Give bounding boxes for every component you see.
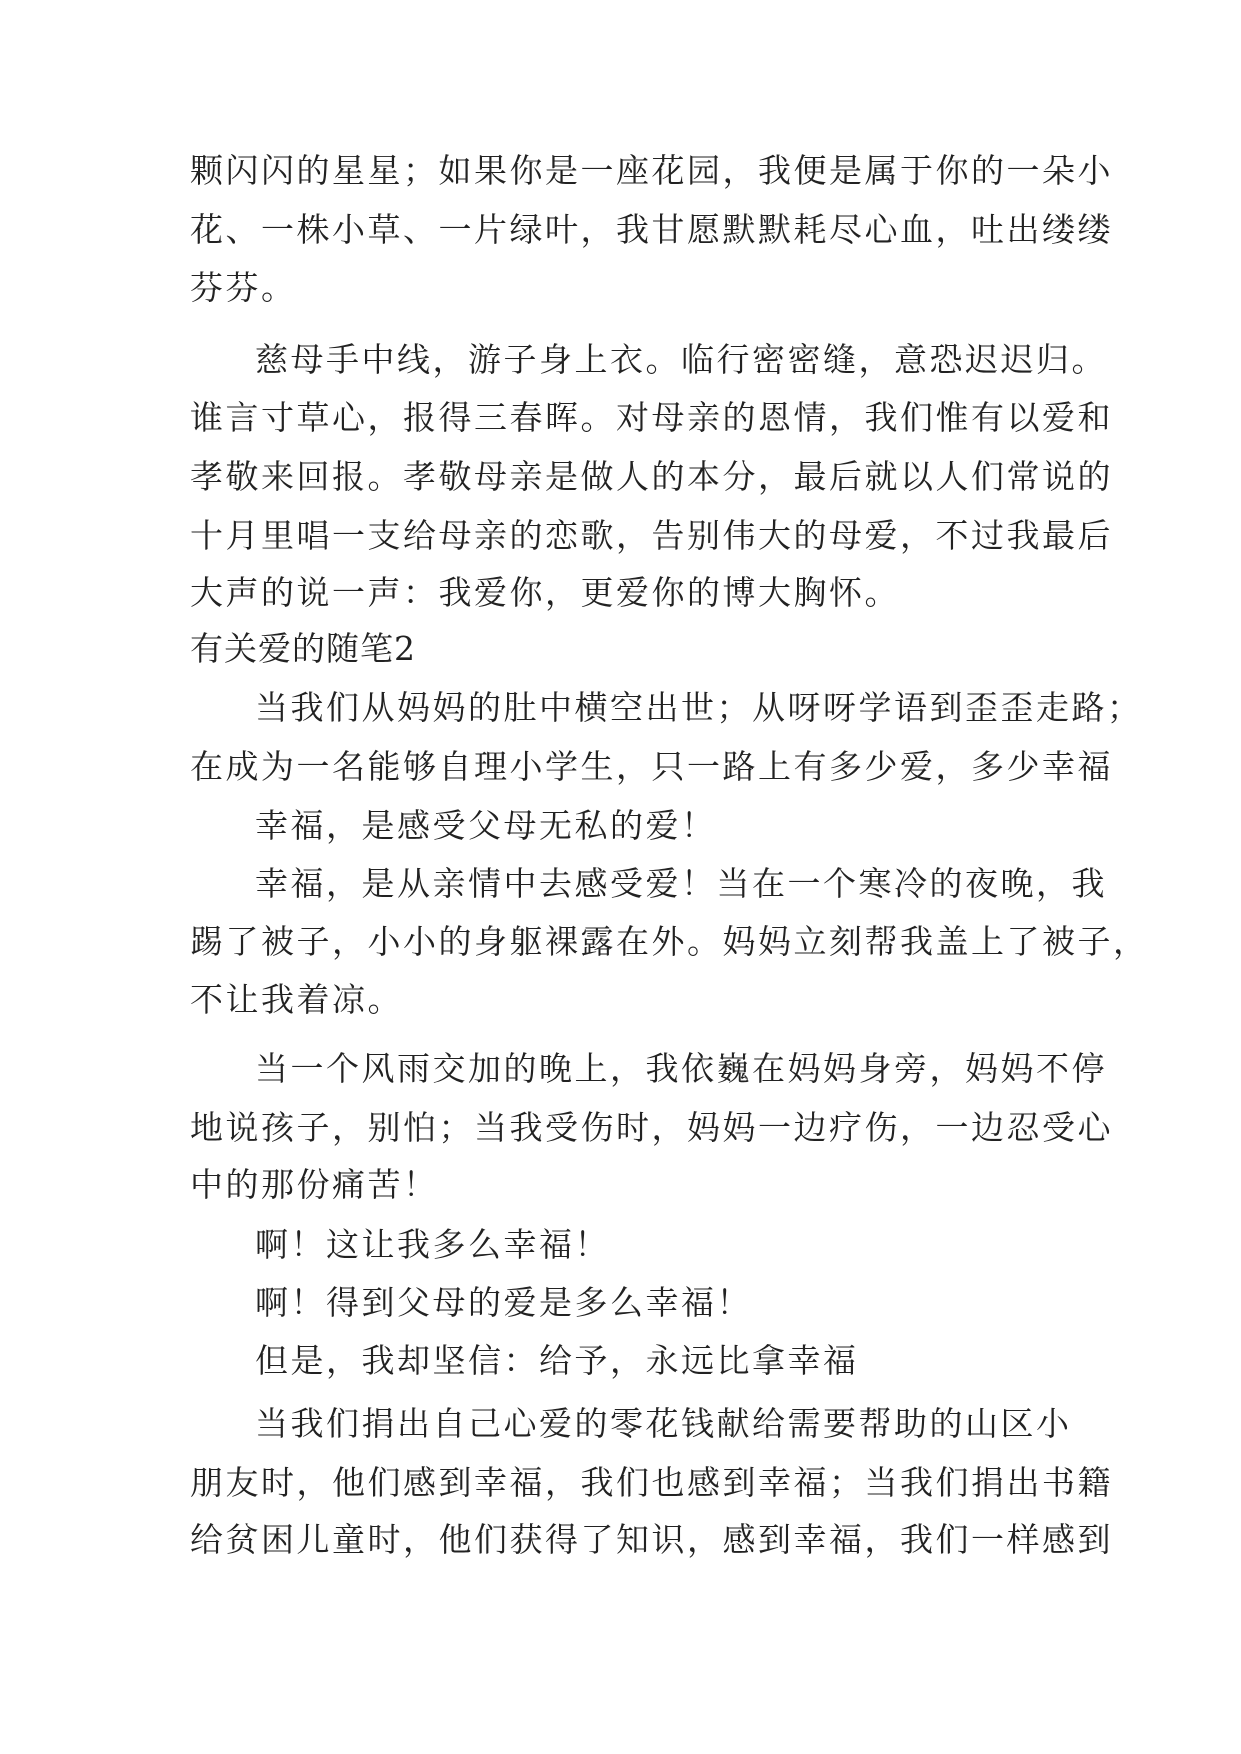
section-heading: 有关爱的随笔2	[190, 629, 416, 668]
text-line: 花、一株小草、一片绿叶，我甘愿默默耗尽心血，吐出缕缕	[190, 210, 1113, 249]
text-line: 颗闪闪的星星；如果你是一座花园，我便是属于你的一朵小	[190, 151, 1113, 190]
text-line: 在成为一名能够自理小学生，只一路上有多少爱，多少幸福	[190, 747, 1113, 786]
text-line: 中的那份痛苦！	[190, 1165, 439, 1204]
paragraph-first-line: 当我们从妈妈的肚中横空出世；从呀呀学语到歪歪走路；	[255, 688, 1143, 727]
paragraph-first-line: 啊！得到父母的爱是多么幸福！	[255, 1283, 752, 1322]
paragraph-first-line: 幸福，是感受父母无私的爱！	[255, 806, 717, 845]
paragraph-first-line: 慈母手中线，游子身上衣。临行密密缝，意恐迟迟归。	[255, 340, 1107, 379]
text-line: 朋友时，他们感到幸福，我们也感到幸福；当我们捐出书籍	[190, 1463, 1113, 1502]
paragraph-first-line: 啊！这让我多么幸福！	[255, 1225, 610, 1264]
text-line: 十月里唱一支给母亲的恋歌，告别伟大的母爱，不过我最后	[190, 516, 1113, 555]
text-line: 给贫困儿童时，他们获得了知识，感到幸福，我们一样感到	[190, 1520, 1113, 1559]
paragraph-first-line: 当我们捐出自己心爱的零花钱献给需要帮助的山区小	[255, 1404, 1072, 1443]
paragraph-first-line: 但是，我却坚信：给予，永远比拿幸福	[255, 1341, 859, 1380]
text-line: 踢了被子，小小的身躯裸露在外。妈妈立刻帮我盖上了被子，	[190, 922, 1149, 961]
paragraph-first-line: 当一个风雨交加的晚上，我依巍在妈妈身旁，妈妈不停	[255, 1049, 1107, 1088]
paragraph-first-line: 幸福，是从亲情中去感受爱！当在一个寒冷的夜晚，我	[255, 864, 1107, 903]
text-line: 不让我着凉。	[190, 980, 403, 1019]
text-line: 地说孩子，别怕；当我受伤时，妈妈一边疗伤，一边忍受心	[190, 1108, 1113, 1147]
text-line: 谁言寸草心，报得三春晖。对母亲的恩情，我们惟有以爱和	[190, 398, 1113, 437]
text-line: 孝敬来回报。孝敬母亲是做人的本分，最后就以人们常说的	[190, 457, 1113, 496]
text-line: 大声的说一声：我爱你，更爱你的博大胸怀。	[190, 573, 900, 612]
text-line: 芬芬。	[190, 268, 297, 307]
